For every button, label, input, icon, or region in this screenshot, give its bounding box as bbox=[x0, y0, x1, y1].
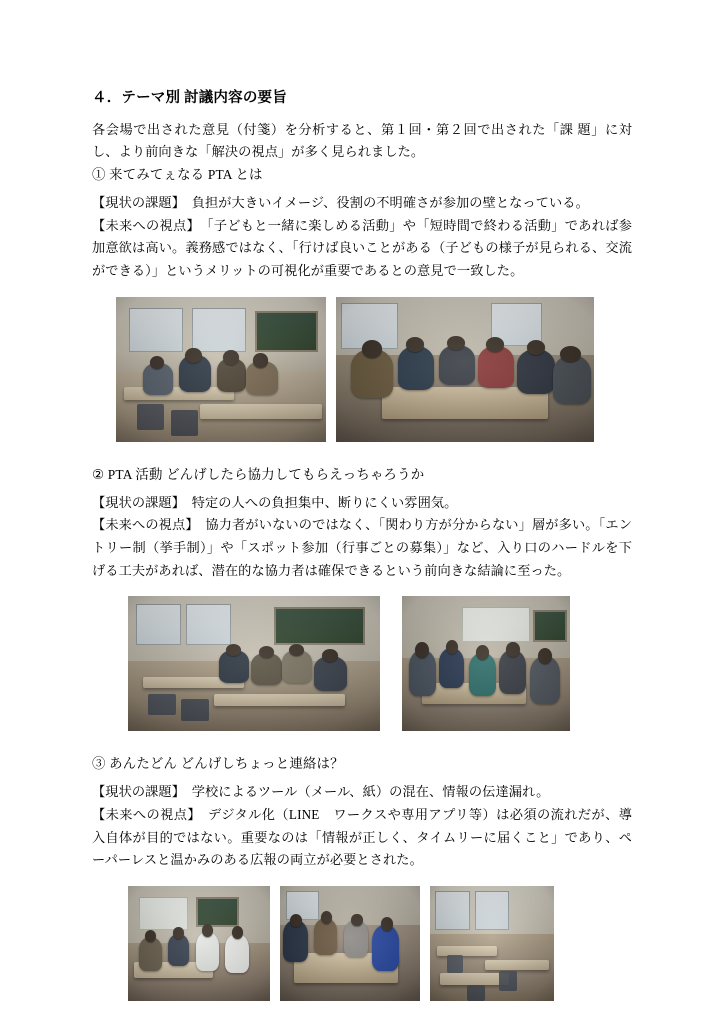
section-item-2 bbox=[92, 464, 632, 732]
page-title: ４．テーマ別 討議内容の要旨 bbox=[92, 90, 287, 106]
item-3-current-issue: 【現状の課題】 学校によるツール（メール、紙）の混在、情報の伝達漏れ。 bbox=[92, 784, 550, 800]
item-1-future-view: 【未来への視点】 「子どもと一緒に楽しめる活動」や「短時間で終わる活動」であれば参加意欲は高い。義務感ではなく、「行けば良いことがある（子どもの様子が見られる、交流ができる）」というメリットの可視化が重要であるとの意見で一致した。 bbox=[92, 217, 632, 279]
item-2-future-view: 【未来への視点】 協力者がいないのではなく、「関わり方が分からない」層が多い。「エントリー制（挙手制）」や「スポット参加（行事ごとの募集）」など、入り口のハードルを下げる工夫があれば、潜在的な協力者は確保できるという前向きな結論に至った。 bbox=[92, 517, 632, 578]
photo-row-3 bbox=[92, 886, 632, 1001]
photo-3-1 bbox=[128, 886, 270, 1001]
photo-row-2 bbox=[92, 596, 632, 731]
item-heading-2: ② PTA 活動 どんげしたら協力してもらえっちゃろうか bbox=[92, 466, 425, 482]
photo-3-3 bbox=[430, 886, 554, 1001]
item-3-future-view: 【未来への視点】 デジタル化（LINE ワークスや専用アプリ等）は必須の流れだが、導入自体が目的ではない。重要なのは「情報が正しく、タイムリーに届くこと」であり、ペーパーレスと温かみのある広報の両立が必要とされた。 bbox=[92, 806, 632, 868]
item-2-current-issue: 【現状の課題】 特定の人への負担集中、断りにくい雰囲気。 bbox=[92, 494, 458, 510]
item-heading-1: ① 来てみてぇなる PTA とは bbox=[92, 167, 263, 183]
photo-3-2 bbox=[280, 886, 420, 1001]
photo-2-2 bbox=[402, 596, 570, 731]
photo-2-1 bbox=[128, 596, 380, 731]
photo-row-1 bbox=[92, 297, 632, 442]
photo-1-2 bbox=[336, 297, 594, 442]
photo-1-1 bbox=[116, 297, 326, 442]
section-item-3 bbox=[92, 753, 632, 1001]
intro-paragraph: 各会場で出された意見（付箋）を分析すると、第１回・第２回で出された「課 題」に対し、より前向きな「解決の視点」が多く見られました。 bbox=[92, 121, 632, 160]
item-heading-3: ③ あんたどん どんげしちょっと連絡は？ bbox=[92, 756, 344, 772]
item-1-current-issue: 【現状の課題】 負担が大きいイメージ、役割の不明確さが参加の壁となっている。 bbox=[92, 194, 589, 210]
section-item-1 bbox=[92, 164, 632, 442]
